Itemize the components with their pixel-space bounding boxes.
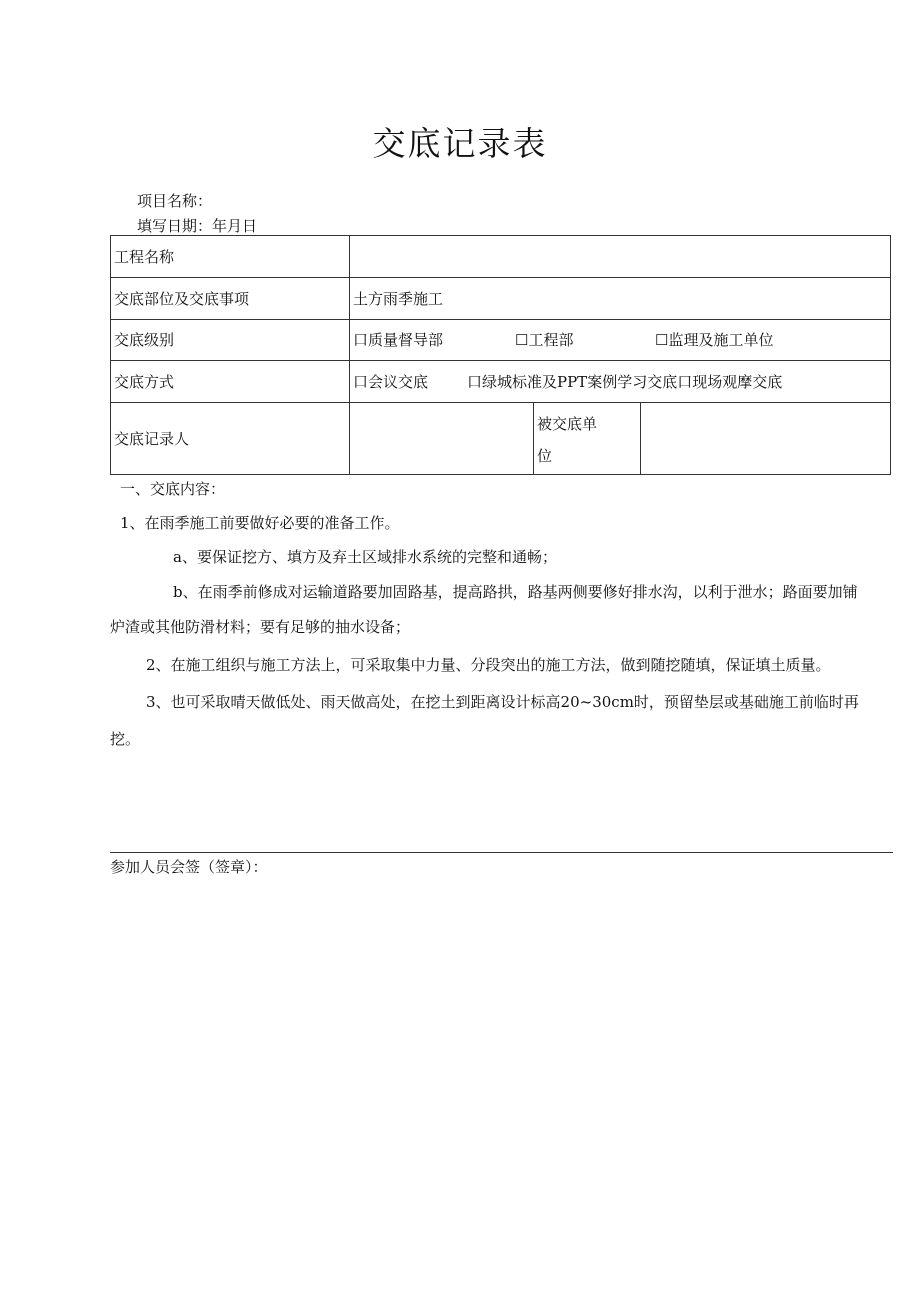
project-label-cell: 工程名称 [111, 236, 350, 278]
level-option-engineering[interactable]: ☐工程部 [515, 331, 574, 349]
project-name-label: 项目名称： [137, 192, 213, 210]
record-table [110, 235, 891, 475]
signature-label: 参加人员会签（签章）： [110, 858, 268, 876]
page-title: 交底记录表 [372, 124, 548, 163]
content-item-3-line2: 挖。 [110, 730, 141, 748]
level-option-quality[interactable]: 口质量督导部 [353, 331, 444, 349]
recorder-value-cell[interactable] [350, 403, 534, 475]
recipient-label-cell [534, 403, 641, 475]
content-item-3-line1: 3、也可采取晴天做低处、雨天做高处，在挖土到距离设计标高20~30cm时，预留垫层或基础施工前临时再 [146, 693, 859, 711]
content-item-1a: a、要保证挖方、填方及弃土区域排水系统的完整和通畅； [173, 548, 557, 566]
fill-date-label: 填写日期：年月日 [137, 217, 258, 235]
content-heading: 一、交底内容： [120, 480, 226, 498]
recipient-label-line1: 被交底单 [537, 414, 598, 433]
project-value-cell[interactable] [350, 236, 891, 278]
table-row [111, 236, 891, 278]
part-label-cell: 交底部位及交底事项 [111, 278, 350, 320]
level-label-cell: 交底级别 [111, 320, 350, 361]
content-item-1b-line2: 炉渣或其他防滑材料；要有足够的抽水设备； [110, 618, 411, 636]
table-row [111, 403, 891, 475]
method-option-study[interactable]: 口绿城标准及PPT案例学习交底口现场观摩交底 [467, 372, 783, 391]
part-value-cell[interactable]: 土方雨季施工 [350, 278, 891, 320]
method-options-cell [350, 361, 891, 403]
table-row [111, 278, 891, 320]
recipient-value-cell[interactable] [641, 403, 891, 475]
content-item-2: 2、在施工组织与施工方法上，可采取集中力量、分段突出的施工方法，做到随挖随填，保证填土质量。 [146, 656, 831, 674]
content-item-1: 1、在雨季施工前要做好必要的准备工作。 [120, 514, 400, 532]
method-label-cell: 交底方式 [111, 361, 350, 403]
content-item-1b-line1: b、在雨季前修成对运输道路要加固路基，提高路拱，路基两侧要修好排水沟，以利于泄水；路面要加铺 [173, 583, 858, 601]
table-row [111, 361, 891, 403]
level-option-supervision[interactable]: ☐监理及施工单位 [655, 331, 774, 349]
recorder-label-cell: 交底记录人 [111, 403, 350, 475]
signature-divider [110, 852, 893, 853]
level-options-cell [350, 320, 891, 361]
recipient-label-line2: 位 [537, 446, 553, 465]
method-option-meeting[interactable]: 口会议交底 [353, 372, 429, 391]
table-row [111, 320, 891, 361]
